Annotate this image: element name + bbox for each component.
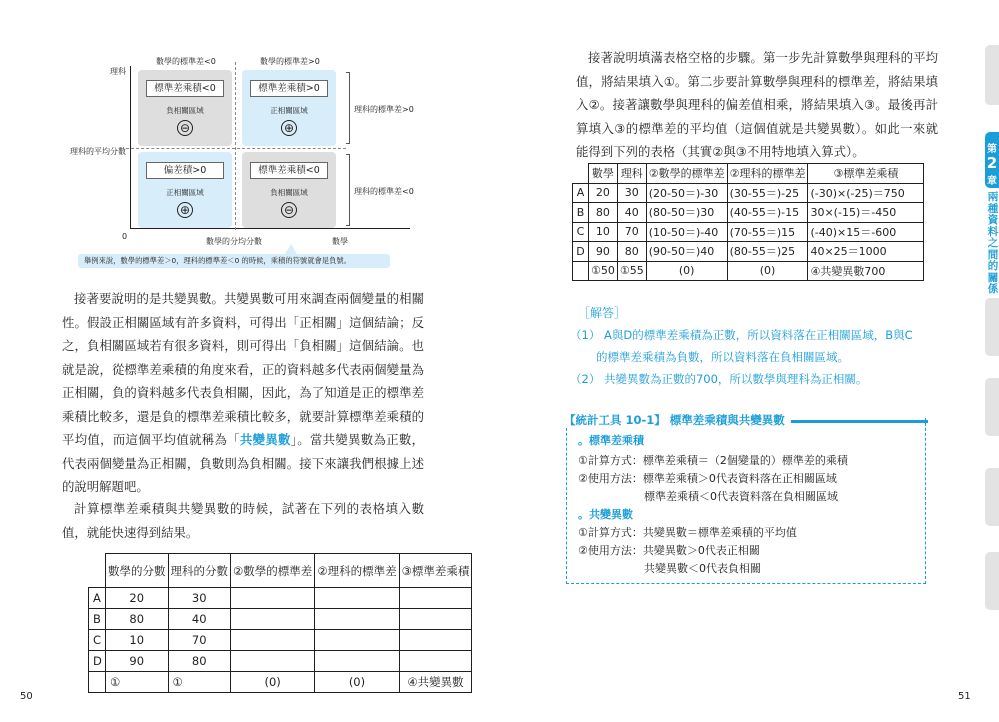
- table-row: [89, 630, 472, 651]
- table-header: 理科的分數: [168, 554, 231, 588]
- mean-row-label: 理科的平均分數: [70, 147, 126, 156]
- quadrant-bottom-right: [242, 152, 336, 228]
- table-cell: C: [573, 222, 589, 242]
- table-cell: D: [573, 242, 589, 262]
- table-row: [89, 651, 472, 672]
- table-header: 理科: [617, 164, 646, 184]
- chapter-tab-6[interactable]: [985, 552, 999, 610]
- table-cell: C: [89, 630, 106, 651]
- chapter-tab-4[interactable]: [985, 378, 999, 436]
- table-cell: 70: [168, 630, 231, 651]
- table-cell: [231, 651, 315, 672]
- page-number-left: 50: [20, 691, 33, 702]
- table-cell: ④共變異數: [399, 672, 472, 693]
- top-label-right: 數學的標準差>0: [260, 57, 320, 66]
- brace-top: [346, 72, 350, 144]
- table-header: ②數學的標準差: [646, 164, 727, 184]
- covariance-explanation: [62, 287, 424, 499]
- table-cell: (70-55＝)15: [727, 222, 808, 242]
- table-cell: [399, 588, 472, 609]
- table-cell: ④共變異數700: [808, 261, 924, 281]
- brace-bottom: [346, 154, 350, 226]
- chapter-tab-3[interactable]: [985, 298, 999, 356]
- table-cell: [315, 630, 399, 651]
- x-mean-label: 數學的分均分數: [206, 237, 262, 246]
- paragraph-text: 接著要說明的是共變異數。共變異數可用來調查兩個變量的相關性。假設正相關區域有許多資料，可得出「正相關」這個結論；反之，負相關區域若有很多資料，則可得出「負相關」這個結論。也就是說，從標準差乘積的角度來看，正的資料越多代表兩個變量為正相關，負的資料越多代表負相關，因此，為了知道是正的標準差乘積比較多，還是負的標準差乘積比較多，就要計算標準差乘積的平均值，而這個平均值就稱為「: [62, 291, 424, 447]
- quadrant-title: 標準差乘積>0: [250, 80, 328, 97]
- table-header-row: [89, 554, 472, 588]
- table-cell: (80-50＝)30: [646, 203, 727, 223]
- stat-line: 標準差乘積＜0代表資料落在負相關區域: [644, 490, 838, 503]
- table-row: [573, 222, 924, 242]
- covariance-quadrant-diagram: [60, 48, 460, 278]
- table-header-row: [573, 164, 924, 184]
- quadrant-region: 正相關區域: [166, 188, 204, 197]
- table-cell: B: [573, 203, 589, 223]
- quadrant-region: 負相關區域: [270, 188, 308, 197]
- quadrant-title: 偏差積>0: [146, 162, 224, 179]
- table-cell: 40: [617, 203, 646, 223]
- table-summary-row: [89, 672, 472, 693]
- table-cell: 10: [589, 222, 618, 242]
- table-cell: 40×25＝1000: [808, 242, 924, 262]
- brace-top-label: 理科的標準差>0: [354, 105, 414, 114]
- example-pointer: [285, 244, 297, 254]
- quadrant-title: 標準差乘積<0: [146, 80, 224, 97]
- table-cell: 10: [106, 630, 169, 651]
- table-cell: 90: [589, 242, 618, 262]
- minus-circle-icon: ⊖: [281, 202, 297, 218]
- x-mean-line: [235, 62, 236, 230]
- chapter-title: 兩種資料之間的關係: [987, 191, 999, 295]
- table-row: [89, 588, 472, 609]
- x-axis: [130, 228, 410, 229]
- table-row: [89, 609, 472, 630]
- table-cell: [573, 261, 589, 281]
- table-header: 數學的分數: [106, 554, 169, 588]
- table-cell: [399, 651, 472, 672]
- table-cell: (80-55＝)25: [727, 242, 808, 262]
- table-instruction: 計算標準差乘積與共變異數的時候，試著在下列的表格填入數值，就能快速得到結果。: [62, 501, 424, 540]
- table-cell: A: [573, 183, 589, 203]
- table-cell: ①55: [617, 261, 646, 281]
- chapter-tab-2[interactable]: [985, 132, 999, 188]
- table-cell: 20: [589, 183, 618, 203]
- table-cell: A: [89, 588, 106, 609]
- x-axis-label: 數學: [332, 237, 348, 246]
- quadrant-top-left: [138, 70, 232, 146]
- brace-bottom-label: 理科的標準差<0: [354, 187, 414, 196]
- table-header: [573, 164, 589, 184]
- table-cell: 90: [106, 651, 169, 672]
- table-header: ③標準差乘積: [808, 164, 924, 184]
- covariance-term: 共變異數: [239, 432, 291, 447]
- right-page: [500, 0, 999, 722]
- table-cell: (40-55＝)-15: [727, 203, 808, 223]
- chapter-tab-1[interactable]: [985, 45, 999, 105]
- table-header: 數學: [589, 164, 618, 184]
- stat-line: ①計算方式：共變異數＝標準差乘積的平均值: [578, 526, 797, 539]
- table-cell: D: [89, 651, 106, 672]
- table-cell: [231, 588, 315, 609]
- table-header: ②理科的標準差: [315, 554, 399, 588]
- table-row: [573, 203, 924, 223]
- table-cell: [231, 609, 315, 630]
- table-cell: 40: [168, 609, 231, 630]
- y-mean-line: [126, 148, 346, 149]
- table-cell: 20: [106, 588, 169, 609]
- table-cell: (0): [231, 672, 315, 693]
- table-cell: 30×(-15)＝-450: [808, 203, 924, 223]
- table-cell: 80: [617, 242, 646, 262]
- plus-circle-icon: ⊕: [177, 202, 193, 218]
- table-cell: (10-50＝)-40: [646, 222, 727, 242]
- table-cell: (20-50＝)-30: [646, 183, 727, 203]
- table-cell: [231, 630, 315, 651]
- table-cell: [315, 609, 399, 630]
- chapter-number: 2: [986, 154, 998, 172]
- table-header: ③標準差乘積: [399, 554, 472, 588]
- page-number-right: 51: [958, 691, 971, 702]
- y-axis-label: 理科: [110, 67, 126, 76]
- procedure-explanation: 接著說明填滿表格空格的步驟。第一步先計算數學與理科的平均值，將結果填入①。第二步要計算數學與理科的標準差，將結果填入②。接著讓數學與理科的偏差值相乘，將結果填入③。最後再計算填入③的標準差的平均值（這個值就是共變異數）。如此一來就能得到下列的表格（其實②與③不用特地填入算式）。: [576, 50, 938, 159]
- example-note: 舉例來說，數學的標準差＞0，理科的標準差＜0 的時候，乘積的符號就會是負號。: [78, 254, 390, 268]
- minus-circle-icon: ⊖: [177, 120, 193, 136]
- stat-line: 共變異數＜0代表負相關: [644, 562, 761, 575]
- origin-label: 0: [122, 232, 128, 241]
- table-cell: (90-50＝)40: [646, 242, 727, 262]
- stat-line: ②使用方法：標準差乘積＞0代表資料落在正相關區域: [578, 472, 837, 485]
- table-cell: [399, 609, 472, 630]
- top-label-left: 數學的標準差<0: [156, 57, 216, 66]
- table-cell: 80: [106, 609, 169, 630]
- table-cell: 80: [589, 203, 618, 223]
- table-header: ②理科的標準差: [727, 164, 808, 184]
- stat-line: ①計算方式：標準差乘積＝（2個變量的）標準差的乘積: [578, 454, 848, 467]
- table-cell: ①: [168, 672, 231, 693]
- answer-2: （2） 共變異數為正數的700，所以數學與理科為正相關。: [570, 372, 868, 386]
- quadrant-region: 負相關區域: [166, 106, 204, 115]
- chapter-suffix: 章: [987, 176, 997, 187]
- stat-section-heading: 。共變異數: [578, 508, 633, 521]
- chapter-prefix: 第: [987, 144, 997, 155]
- table-cell: [315, 588, 399, 609]
- y-axis: [130, 66, 131, 228]
- table-cell: [89, 672, 106, 693]
- table-cell: 70: [617, 222, 646, 242]
- table-cell: (30-55＝)-25: [727, 183, 808, 203]
- stat-tool-title: 【統計工具 10-1】 標準差乘積與共變異數: [564, 412, 791, 428]
- table-header: [89, 554, 106, 588]
- stat-line: ②使用方法：共變異數＞0代表正相關: [578, 544, 760, 557]
- blank-calculation-table: [88, 553, 472, 693]
- table-cell: (-30)×(-25)＝750: [808, 183, 924, 203]
- table-cell: [315, 651, 399, 672]
- table-cell: (0): [315, 672, 399, 693]
- stat-section-heading: 。標準差乘積: [578, 434, 644, 447]
- paragraph-text: 」。當共變異數為正數，代表兩個變量為正相關，負數則為負相關。接下來讓我們根據上述的說明解題吧。: [62, 432, 424, 494]
- table-cell: ①50: [589, 261, 618, 281]
- table-cell: 30: [168, 588, 231, 609]
- quadrant-top-right: [242, 70, 336, 146]
- table-cell: (0): [646, 261, 727, 281]
- table-cell: ①: [106, 672, 169, 693]
- table-row: [573, 183, 924, 203]
- quadrant-bottom-left: [138, 152, 232, 228]
- filled-calculation-table: [572, 163, 924, 281]
- table-cell: 80: [168, 651, 231, 672]
- table-cell: (0): [727, 261, 808, 281]
- table-cell: B: [89, 609, 106, 630]
- table-cell: 30: [617, 183, 646, 203]
- table-summary-row: [573, 261, 924, 281]
- table-row: [573, 242, 924, 262]
- answer-1-continued: 的標準差乘積為負數，所以資料落在負相關區域。: [596, 350, 849, 364]
- quadrant-region: 正相關區域: [270, 106, 308, 115]
- chapter-tab-5[interactable]: [985, 468, 999, 526]
- plus-circle-icon: ⊕: [281, 120, 297, 136]
- table-cell: [399, 630, 472, 651]
- answer-1: （1） A與D的標準差乘積為正數，所以資料落在正相關區域，B與C: [570, 328, 913, 342]
- table-cell: (-40)×15＝-600: [808, 222, 924, 242]
- quadrant-title: 標準差乘積<0: [250, 162, 328, 179]
- answer-heading: ［解答］: [578, 306, 627, 320]
- table-header: ②數學的標準差: [231, 554, 315, 588]
